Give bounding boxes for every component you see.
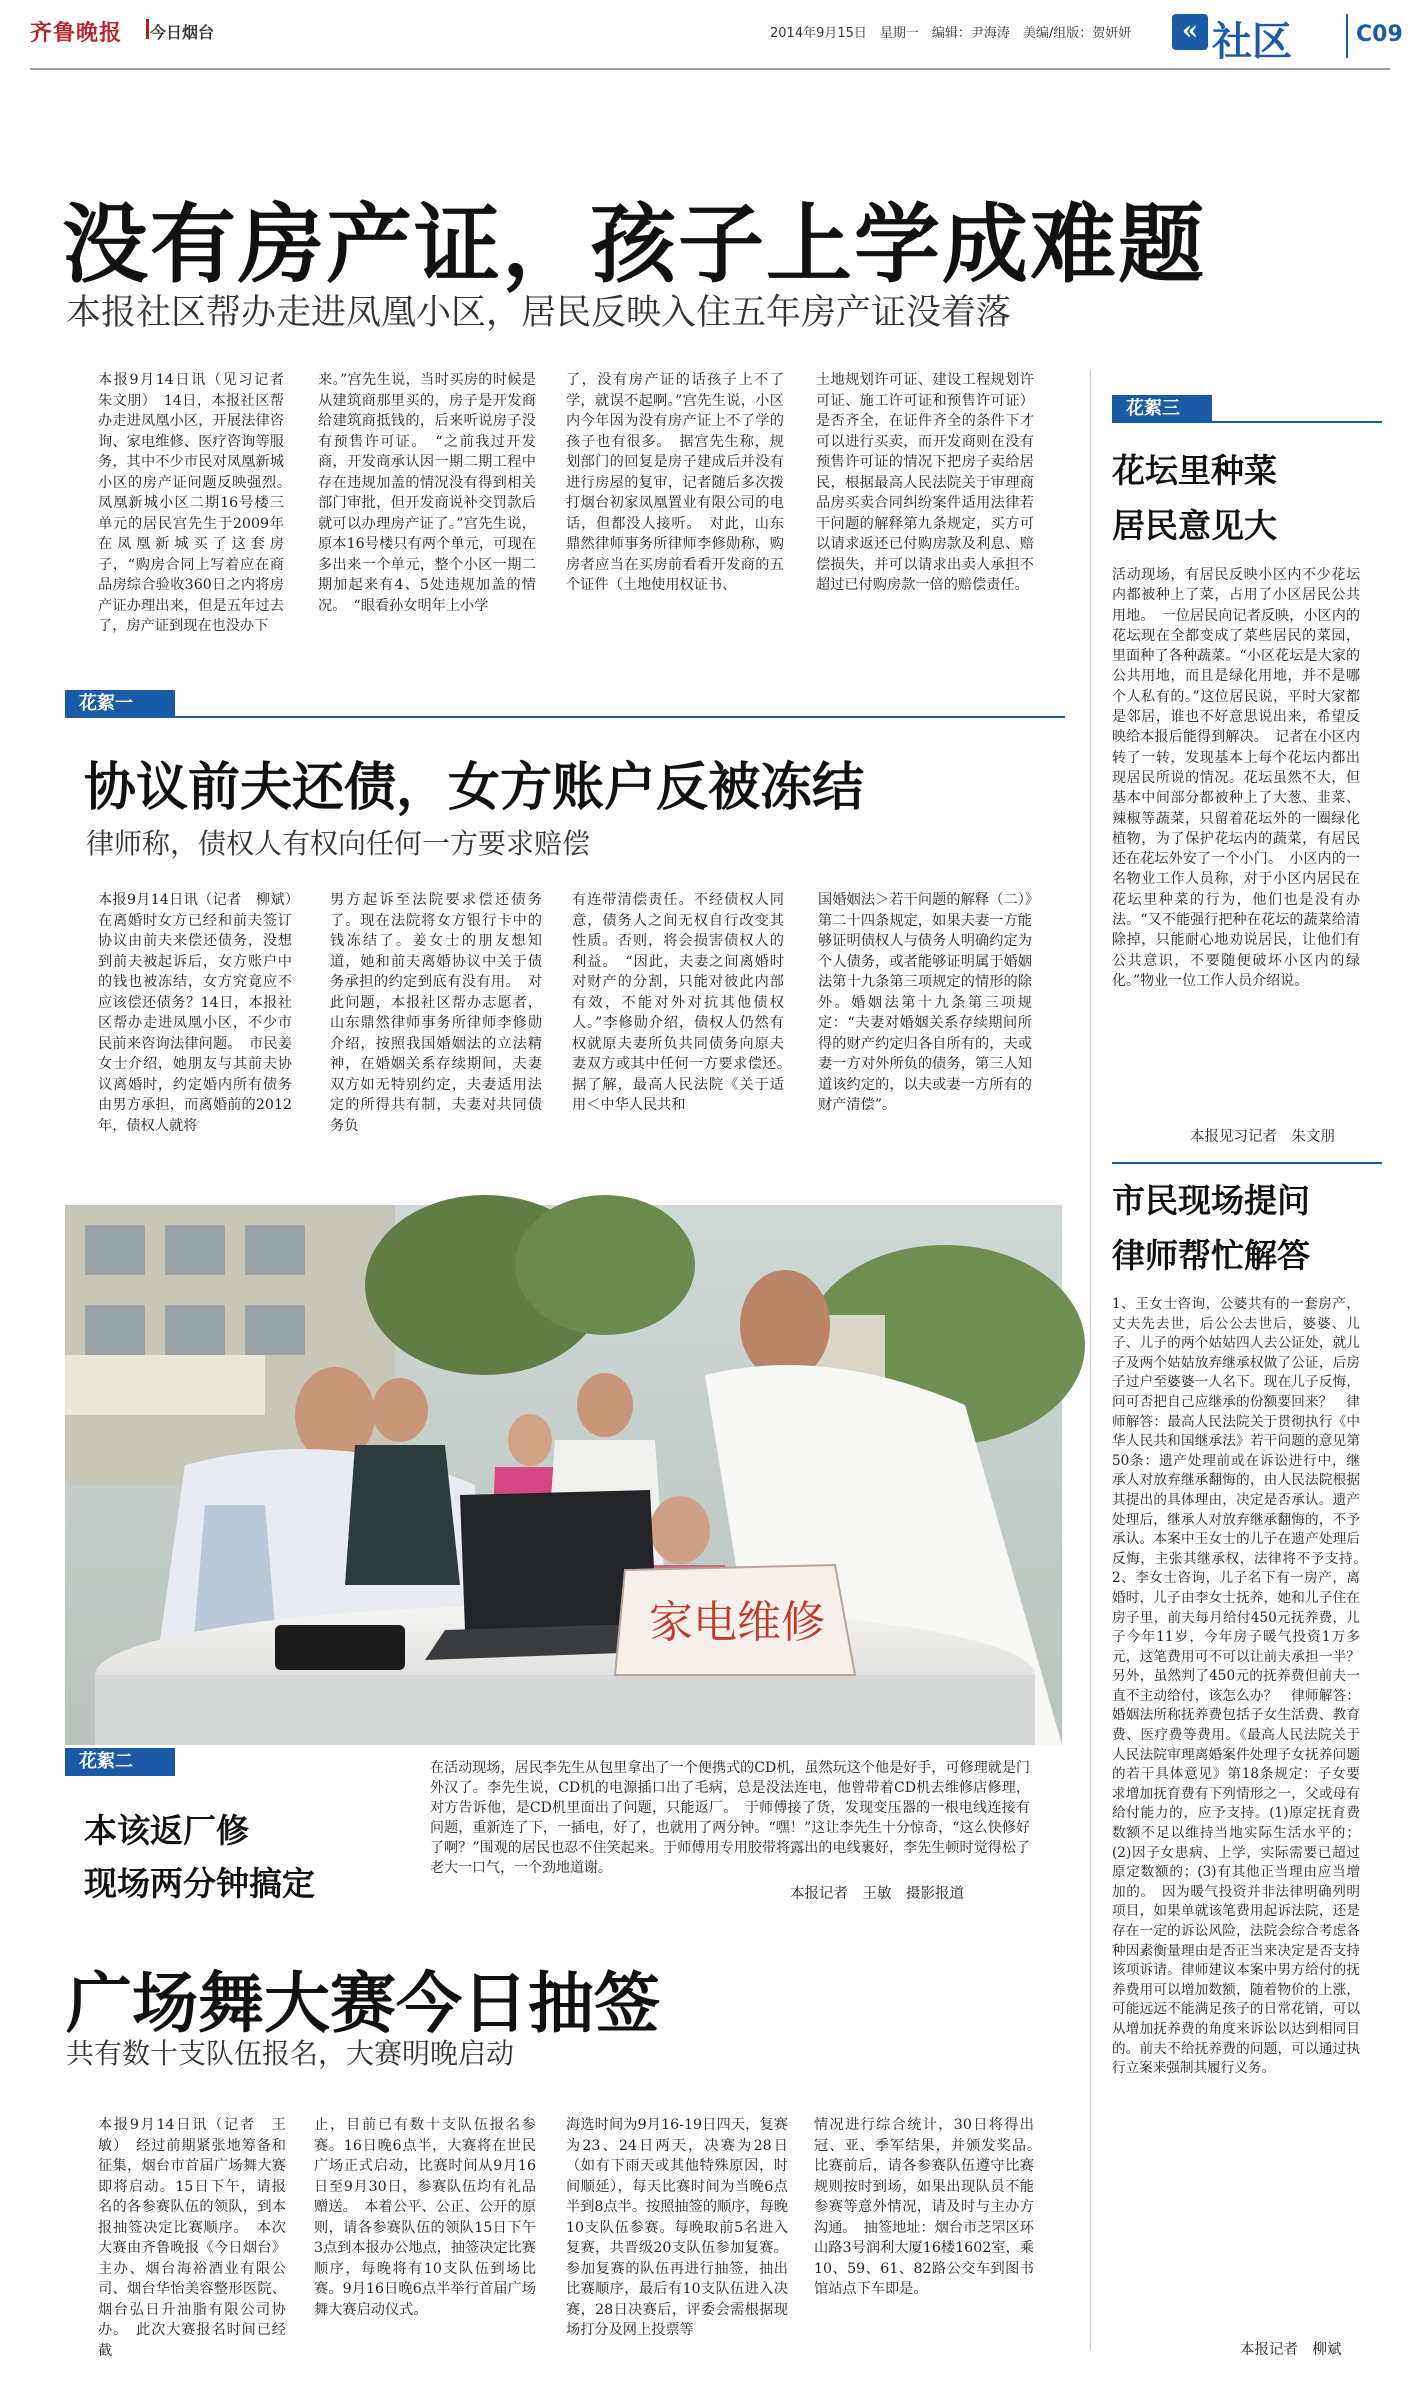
news-photo	[65, 1205, 1062, 1745]
sidebar2-rule	[1112, 1162, 1382, 1164]
sidebar1-title-line2: 居民意见大	[1112, 506, 1277, 545]
story4-subtitle: 共有数十支队伍报名，大赛明晚启动	[66, 2037, 515, 2070]
sidebar2-title-line1: 市民现场提问	[1112, 1181, 1310, 1220]
story2-col3: 有连带清偿责任。不经债权人同意，债务人之间无权自行改变其性质。否则，将会损害债权人的利益。 “因此，夫妻之间离婚时对财产的分割，只能对彼此内部有效，不能对外对抗其他债权人。”李修勋介绍，债权人仍然有权就原夫妻所负共同债务向原夫妻双方或其中任何一方要求偿还。 据了解，最高人民法院《关于适用＜中华人民共和	[572, 892, 799, 1113]
story1-col1: 本报9月14日讯（见习记者 朱文朋） 14日，本报社区帮办走进凤凰小区，开展法律咨询、家电维修、医疗咨询等服务，其中不少市民对凤凰新城小区的房产证问题反映强烈。 凤凰新城小区二期16号楼三单元的居民宫先生于2009年在凤凰新城买了这套房子，“购房合同上写着应在商品房综合验收360日之内将房产证办理出来，但是五年过去了，房产证到现在也没办下	[98, 372, 299, 634]
sidebar2-body: 1、王女士咨询，公婆共有的一套房产，丈夫先去世，后公公去世后，婆婆、儿子、儿子的两个姑姑四人去公证处，就儿子及两个姑姑放弃继承权做了公证，后房子过户至婆婆一人名下。现在儿子反悔，问可否把自己应继承的份额要回来？ 律师解答：最高人民法院关于贯彻执行《中华人民共和国继承法》若干问题的意见第50条：遗产处理前或在诉讼进行中，继承人对放弃继承翻悔的，由人民法院根据其提出的具体理由，决定是否承认。遗产处理后，继承人对放弃继承翻悔的，不予承认。本案中王女士的儿子在遗产处理后反悔，主张其继承权，法律将不予支持。 2、李女士咨询，儿子名下有一房产，离婚时，儿子由李女士抚养，她和儿子住在房子里，前夫每月给付450元抚养费，儿子今年11岁，今年房子暖气投资1万多元，这笔费用可不可以让前夫承担一半？另外，虽然判了450元的抚养费但前夫一直不主动给付，该怎么办？ 律师解答：婚姻法所称抚养费包括子女生活费、教育费、医疗费等费用。《最高人民法院关于人民法院审理离婚案件处理子女抚养问题的若干具体意见》第18条规定：子女要求增加抚育费有下列情形之一，父或母有给付能力的，应予支持。(1)原定抚育费数额不足以维持当地实际生活水平的；(2)因子女患病、上学，实际需要已超过原定数额的；(3)有其他正当理由应当增加的。 因为暖气投资并非法律明确列明项目，如果单就该笔费用起诉法院，还是存在一定的诉讼风险，法院会综合考虑各种因素衡量理由是否正当来决定是否支持该项诉请。律师建议本案中男方给付的抚养费用可以增加数额，随着物价的上涨，可能远远不能满足孩子的日常花销，可以从增加抚养费的角度来诉讼以达到相同目的。前夫不给抚养费的问题，可以通过执行立案来强制其履行义务。	[1112, 1296, 1374, 2077]
chevron-left-icon: «	[1172, 14, 1208, 50]
masthead-logo: 齐鲁晚报	[30, 20, 123, 46]
story4-col3: 海选时间为9月16-19日四天，复赛为23、24日两天，决赛为28日（如有下雨天或其他特殊原因，时间顺延），每天比赛时间为当晚6点半到8点半。按照抽签的顺序，每晚10支队伍参赛。每晚取前5名进入复赛，共晋级20支队伍参加复赛。参加复赛的队伍再进行抽签，抽出比赛顺序，最后有10支队伍进入决赛，28日决赛后，评委会需根据现场打分及网上投票等	[566, 2117, 788, 2338]
story2-col1: 本报9月14日讯（记者 柳斌） 在离婚时女方已经和前夫签订协议由前夫来偿还债务，没想到前夫被起诉后，女方账户中的钱也被冻结，女方究竟应不应该偿还债务？14日，本报社区帮办走进凤凰小区，不少市民前来咨询法律问题。 市民姜女士介绍，她朋友与其前夫协议离婚时，约定婚内所有债务由男方承担，而离婚前的2012年，债权人就将	[98, 892, 307, 1134]
sidebar1-body: 活动现场，有居民反映小区内不少花坛内都被种上了菜，占用了小区居民公共用地。 一位居民向记者反映，小区内的花坛现在全都变成了菜些居民的菜园，里面种了各种蔬菜。“小区花坛是大家的公共用地，而且是绿化用地，并不是哪个人私有的。”这位居民说，平时大家都是邻居，谁也不好意思说出来，希望反映给本报后能得到解决。 记者在小区内转了一转，发现基本上每个花坛内都出现居民所说的情况。花坛虽然不大，但基本中间部分都被种上了大葱、韭菜、辣椒等蔬菜，只留着花坛外的一圈绿化植物，为了保护花坛内的蔬菜，有居民还在花坛外安了一个小门。 小区内的一名物业工作人员称，对于小区内居民在花坛里种菜的行为，他们也是没有办法。“又不能强行把种在花坛的蔬菜给清除掉，只能耐心地劝说居民，让他们有公共意识，不要随便破坏小区内的绿化。”物业一位工作人员介绍说。	[1112, 567, 1360, 989]
story2-col2: 男方起诉至法院要求偿还债务了。现在法院将女方银行卡中的钱冻结了。姜女士的朋友想知道，她和前夫离婚协议中关于债务承担的约定到底有没有用。 对此问题，本报社区帮办志愿者，山东鼎然律师事务所律师李修勋介绍，按照我国婚姻法的立法精神，在婚姻关系存续期间，夫妻双方如无特别约定，夫妻适用法定的所得共有制，夫妻对共同债务负	[330, 892, 542, 1134]
story4-title: 广场舞大赛今日抽签	[66, 1965, 660, 2042]
story2-col4: 国婚姻法＞若干问题的解释（二）》第二十四条规定，如果夫妻一方能够证明债权人与债务人明确约定为个人债务，或者能够证明属于婚姻法第十九条第三项规定的情形的除外。婚姻法第十九条第三项规定：“夫妻对婚姻关系存续期间所得的财产约定归各自所有的，夫或妻一方对外所负的债务，第三人知道该约定的，以夫或妻一方所有的财产清偿”。	[818, 892, 1032, 1113]
story2-title: 协议前夫还债，女方账户反被冻结	[84, 758, 865, 818]
story3-tag: 花絮二	[65, 1748, 175, 1776]
story2-subtitle: 律师称，债权人有权向任何一方要求赔偿	[86, 827, 591, 860]
story3-body: 在活动现场，居民李先生从包里拿出了一个便携式的CD机，虽然玩这个他是好手，可修理就是门外汉了。李先生说，CD机的电源插口出了毛病，总是没法连电，他曾带着CD机去维修店修理，对方告诉他，是CD机里面出了问题，只能返厂。 于师傅接了货，发现变压器的一根电线连接有问题，重新连了下，一插电，好了，也就用了两分钟。“嘿！”这让李先生十分惊奇，“这么快修好了啊？”围观的居民也忍不住笑起来。于师傅用专用胶带将露出的电线裹好，李先生顿时觉得松了老大一口气，一个劲地道谢。	[430, 1760, 1030, 1876]
repair-sign-text: 家电维修	[649, 1597, 825, 1648]
sidebar-divider	[1090, 370, 1091, 2350]
story3-title-line1: 本该返厂修	[84, 1811, 249, 1850]
page-number: C09	[1356, 22, 1403, 47]
sidebar2-byline: 本报记者 柳斌	[1240, 2342, 1342, 2358]
story2-tag: 花絮一	[65, 690, 175, 718]
story2-tag-line	[65, 716, 1065, 718]
story1-subtitle: 本报社区帮办走进凤凰小区，居民反映入住五年房产证没着落	[66, 293, 1012, 333]
story3-byline: 本报记者 王敏 摄影报道	[790, 1886, 964, 1902]
sidebar2-title-line2: 律师帮忙解答	[1112, 1236, 1310, 1275]
section-divider	[1346, 14, 1348, 58]
sidebar1-byline: 本报见习记者 朱文朋	[1190, 1129, 1335, 1145]
story3-title-line2: 现场两分钟搞定	[84, 1864, 315, 1903]
story1-col2: 来。”宫先生说，当时买房的时候是从建筑商那里买的，房子是开发商给建筑商抵钱的，后来听说房子没有预售许可证。 “之前我过开发商，开发商承认因一期二期工程中存在违规加盖的情况没有得到相关部门审批，但开发商说补交罚款后就可以办理房产证了。”宫先生说，原本16号楼只有两个单元，可现在多出来一个单元，整个小区一期二期加起来有4、5处违规加盖的情况。 “眼看孙女明年上小学	[318, 372, 536, 614]
header-rule	[30, 68, 1390, 70]
section-name: 社区	[1212, 19, 1292, 65]
story1-col3: 了，没有房产证的话孩子上不了学，就误不起啊。”宫先生说，小区内今年因为没有房产证上不了学的孩子也有很多。 据宫先生称，规划部门的回复是房子建成后并没有进行房屋的复审，记者随后多次拨打烟台初家凤凰置业有限公司的电话，但都没人接听。 对此，山东鼎然律师事务所律师李修勋称，购房者应当在买房前看看开发商的五个证件（土地使用权证书、	[566, 372, 784, 593]
sidebar1-tag: 花絮三	[1112, 395, 1212, 423]
story1-title: 没有房产证，孩子上学成难题	[62, 195, 1206, 295]
sidebar1-tag-line	[1112, 421, 1382, 423]
story4-col2: 止，目前已有数十支队伍报名参赛。16日晚6点半，大赛将在世民广场正式启动，比赛时间从9月16日至9月30日，参赛队伍均有礼品赠送。 本着公平、公正、公开的原则，请各参赛队伍的领队15日下午3点到本报办公地点，抽签决定比赛顺序，每晚将有10支队伍到场比赛。9月16日晚6点半举行首届广场舞大赛启动仪式。	[314, 2117, 536, 2318]
edition-divider	[146, 19, 149, 39]
photo-illustration	[65, 1205, 1062, 1745]
story1-col4: 土地规划许可证、建设工程规划许可证、施工许可证和预售许可证）是否齐全，在证件齐全的条件下才可以进行买卖，而开发商则在没有预售许可证的情况下把房子卖给居民，根据最高人民法院关于审理商品房买卖合同纠纷案件适用法律若干问题的解释第九条规定，买方可以请求返还已付购房款及利息、赔偿损失，并可以请求出卖人承担不超过已付购房款一倍的赔偿责任。	[816, 372, 1034, 593]
story4-col1: 本报9月14日讯（记者 王敏） 经过前期紧张地筹备和征集，烟台市首届广场舞大赛即将启动。15日下午，请报名的各参赛队伍的领队，到本报抽签决定比赛顺序。 本次大赛由齐鲁晚报《今日烟台》主办、烟台海裕酒业有限公司、烟台华怡美容整形医院、烟台弘日升油脂有限公司协办。 此次大赛报名时间已经截	[98, 2117, 286, 2359]
sidebar1-title-line1: 花坛里种菜	[1112, 451, 1277, 490]
story4-col4: 情况进行综合统计，30日将得出冠、亚、季军结果，并颁发奖品。 比赛前后，请各参赛队伍遵守比赛规则按时到场，如果出现队员不能参赛等意外情况，请及时与主办方沟通。 抽签地址：烟台市芝罘区环山路3号润利大厦16楼1602室，乘10、59、61、82路公交车到图书馆站点下车即是。	[814, 2117, 1049, 2297]
header-meta: 2014年9月15日 星期一 编辑：尹海涛 美编/组版：贺妍妍	[770, 26, 1132, 41]
edition-name: 今日烟台	[150, 23, 215, 42]
